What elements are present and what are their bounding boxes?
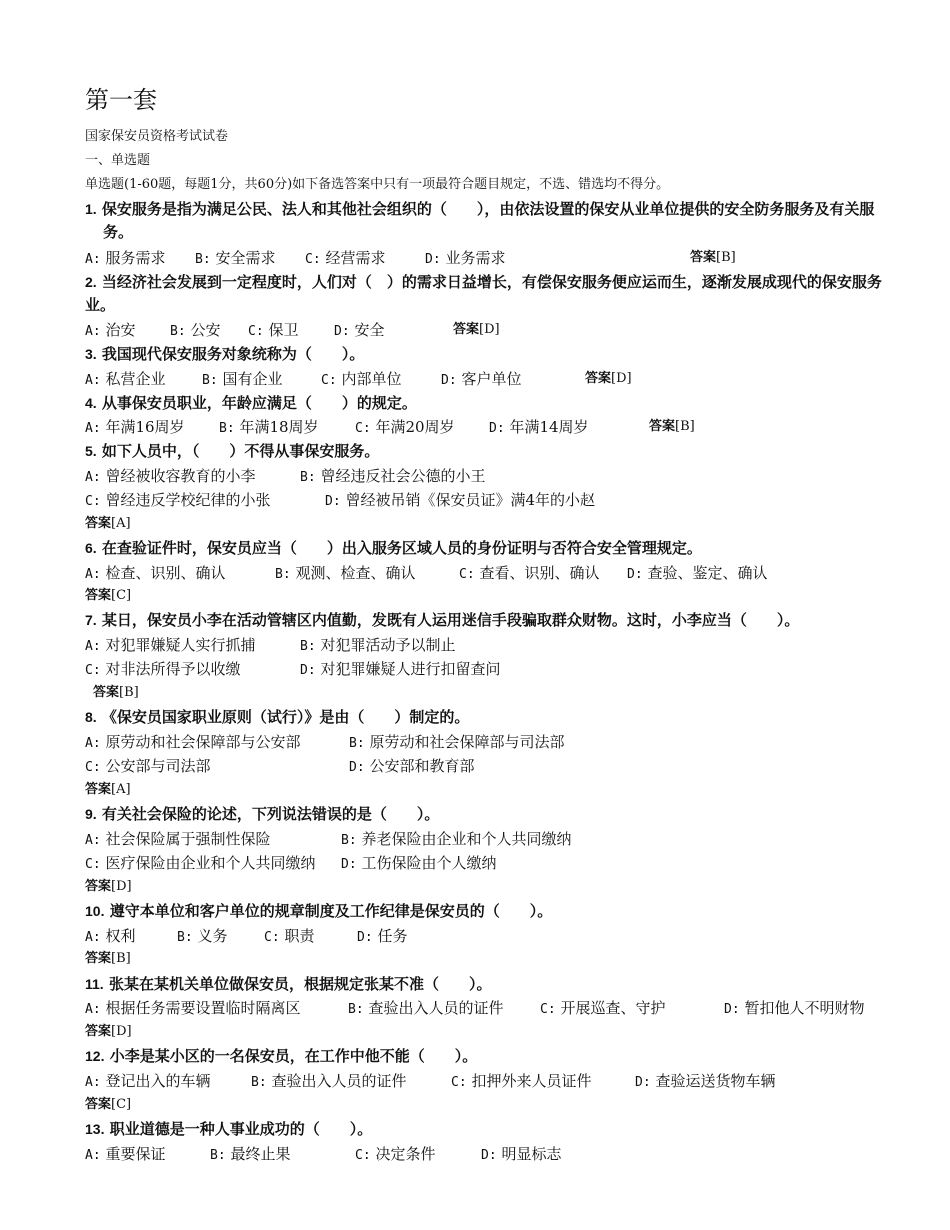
answer-label: 答案 bbox=[690, 250, 717, 265]
question-number: 8. bbox=[85, 709, 97, 725]
option-key: C: bbox=[355, 1148, 371, 1163]
option-text: 国有企业 bbox=[222, 370, 283, 388]
option-key: D: bbox=[325, 494, 341, 509]
answer-value: [D] bbox=[111, 1024, 132, 1039]
option-key: A: bbox=[85, 373, 101, 388]
answer-value: [D] bbox=[111, 879, 132, 894]
answer bbox=[85, 878, 132, 896]
option-text: 义务 bbox=[197, 927, 228, 945]
option-key: B: bbox=[251, 1075, 267, 1090]
question-number: 9. bbox=[85, 806, 97, 822]
answer-label: 答案 bbox=[85, 1097, 112, 1112]
option-key: C: bbox=[85, 663, 101, 678]
question-11 bbox=[85, 973, 885, 996]
exam-title: 国家保安员资格考试试卷 bbox=[85, 129, 229, 144]
option-text: 服务需求 bbox=[105, 249, 166, 267]
question-number: 11. bbox=[85, 976, 104, 992]
question-7 bbox=[85, 609, 905, 632]
question-text: 我国现代保安服务对象统称为（ ）。 bbox=[101, 345, 365, 363]
option-text: 对非法所得予以收缴 bbox=[105, 660, 241, 678]
answer-value: [B] bbox=[675, 419, 695, 434]
option-key: A: bbox=[85, 736, 101, 751]
option-key: A: bbox=[85, 930, 101, 945]
question-text: 在查验证件时，保安员应当（ ）出入服务区域人员的身份证明与否符合安全管理规定。 bbox=[101, 539, 702, 557]
answer-value: [C] bbox=[111, 1097, 132, 1112]
question-number: 6. bbox=[85, 540, 97, 556]
option-key: D: bbox=[627, 567, 643, 582]
question-text: 保安服务是指为满足公民、法人和其他社会组织的（ ），由依法设置的保安从业单位提供的安全防务服务及有关服务。 bbox=[101, 200, 875, 241]
option-key: C: bbox=[451, 1075, 467, 1090]
section-title: 一、单选题 bbox=[85, 153, 151, 168]
option-text: 登记出入的车辆 bbox=[105, 1072, 211, 1090]
option-text: 医疗保险由企业和个人共同缴纳 bbox=[105, 854, 316, 872]
question-9 bbox=[85, 803, 885, 826]
option-text: 业务需求 bbox=[445, 249, 506, 267]
option-text: 社会保险属于强制性保险 bbox=[105, 830, 271, 848]
option-text: 根据任务需要设置临时隔离区 bbox=[105, 999, 301, 1017]
answer bbox=[85, 781, 131, 799]
option-text: 开展巡查、守护 bbox=[560, 999, 666, 1017]
option-key: C: bbox=[85, 760, 101, 775]
option-text: 原劳动和社会保障部与公安部 bbox=[105, 733, 301, 751]
option-text: 决定条件 bbox=[375, 1145, 436, 1163]
option-text: 安全 bbox=[354, 321, 385, 339]
answer-value: [A] bbox=[111, 516, 131, 531]
option-text: 治安 bbox=[105, 321, 136, 339]
answer-label: 答案 bbox=[85, 951, 112, 966]
question-2 bbox=[85, 271, 885, 317]
answer-value: [A] bbox=[111, 782, 131, 797]
question-text: 某日，保安员小李在活动管辖区内值勤，发既有人运用迷信手段骗取群众财物。这时，小李应当（ ）。 bbox=[101, 611, 800, 629]
option-text: 暂扣他人不明财物 bbox=[744, 999, 865, 1017]
question-3 bbox=[85, 343, 885, 366]
question-text: 从事保安员职业，年龄应满足（ ）的规定。 bbox=[101, 394, 417, 412]
option-key: C: bbox=[85, 857, 101, 872]
option-text: 权利 bbox=[105, 927, 136, 945]
question-13 bbox=[85, 1118, 885, 1141]
answer bbox=[585, 369, 632, 389]
question-number: 4. bbox=[85, 395, 97, 411]
answer bbox=[85, 1096, 131, 1114]
option-key: D: bbox=[481, 1148, 497, 1163]
option-key: B: bbox=[177, 930, 193, 945]
question-text: 张某在某机关单位做保安员，根据规定张某不准（ ）。 bbox=[108, 975, 492, 993]
option-text: 公安部和教育部 bbox=[369, 757, 475, 775]
option-key: A: bbox=[85, 567, 101, 582]
option-key: B: bbox=[202, 373, 218, 388]
question-4 bbox=[85, 392, 885, 415]
answer bbox=[85, 950, 131, 968]
option-text: 查验运送货物车辆 bbox=[655, 1072, 776, 1090]
question-number: 5. bbox=[85, 443, 97, 459]
question-text: 《保安员国家职业原则（试行）》是由（ ）制定的。 bbox=[101, 708, 470, 726]
question-number: 12. bbox=[85, 1048, 105, 1064]
answer-value: [B] bbox=[111, 951, 131, 966]
option-text: 内部单位 bbox=[341, 370, 402, 388]
option-key: D: bbox=[489, 421, 505, 436]
question-8 bbox=[85, 706, 885, 729]
answer-label: 答案 bbox=[85, 782, 112, 797]
option-text: 明显标志 bbox=[501, 1145, 562, 1163]
option-key: D: bbox=[724, 1002, 740, 1017]
option-key: D: bbox=[334, 324, 350, 339]
option-key: D: bbox=[441, 373, 457, 388]
answer-label: 答案 bbox=[649, 419, 676, 434]
question-text: 有关社会保险的论述，下列说法错误的是（ ）。 bbox=[101, 805, 440, 823]
option-text: 曾经违反社会公德的小王 bbox=[320, 467, 486, 485]
option-text: 重要保证 bbox=[105, 1145, 166, 1163]
option-key: D: bbox=[341, 857, 357, 872]
answer bbox=[93, 684, 139, 702]
answer-value: [D] bbox=[479, 322, 500, 337]
option-key: D: bbox=[635, 1075, 651, 1090]
option-text: 保卫 bbox=[268, 321, 299, 339]
option-key: A: bbox=[85, 324, 101, 339]
option-text: 安全需求 bbox=[215, 249, 276, 267]
answer bbox=[85, 587, 131, 605]
answer bbox=[649, 417, 695, 437]
answer bbox=[85, 1023, 132, 1041]
option-text: 任务 bbox=[377, 927, 408, 945]
option-text: 查验出入人员的证件 bbox=[271, 1072, 407, 1090]
option-key: C: bbox=[264, 930, 280, 945]
option-key: B: bbox=[210, 1148, 226, 1163]
option-text: 曾经违反学校纪律的小张 bbox=[105, 491, 271, 509]
option-text: 年满18周岁 bbox=[239, 418, 319, 436]
question-6 bbox=[85, 537, 885, 560]
option-key: C: bbox=[355, 421, 371, 436]
question-12 bbox=[85, 1045, 885, 1068]
option-text: 最终止果 bbox=[230, 1145, 291, 1163]
question-number: 7. bbox=[85, 612, 97, 628]
question-5 bbox=[85, 440, 885, 463]
option-text: 工伤保险由个人缴纳 bbox=[361, 854, 497, 872]
option-key: B: bbox=[195, 252, 211, 267]
answer-label: 答案 bbox=[85, 588, 112, 603]
option-key: D: bbox=[357, 930, 373, 945]
question-number: 10. bbox=[85, 903, 105, 919]
option-text: 职责 bbox=[284, 927, 315, 945]
option-key: B: bbox=[300, 470, 316, 485]
option-text: 查看、识别、确认 bbox=[479, 564, 600, 582]
option-key: A: bbox=[85, 1075, 101, 1090]
option-text: 查验、鉴定、确认 bbox=[647, 564, 768, 582]
question-1 bbox=[85, 198, 903, 244]
option-text: 对犯罪嫌疑人进行扣留查问 bbox=[320, 660, 501, 678]
option-text: 年满20周岁 bbox=[375, 418, 455, 436]
option-key: C: bbox=[305, 252, 321, 267]
question-text: 小李是某小区的一名保安员，在工作中他不能（ ）。 bbox=[109, 1047, 478, 1065]
answer bbox=[690, 248, 736, 268]
option-key: B: bbox=[300, 639, 316, 654]
option-key: B: bbox=[170, 324, 186, 339]
question-text: 如下人员中，（ ）不得从事保安服务。 bbox=[101, 442, 380, 460]
question-number: 2. bbox=[85, 274, 97, 290]
question-text: 遵守本单位和客户单位的规章制度及工作纪律是保安员的（ ）。 bbox=[109, 902, 553, 920]
option-key: A: bbox=[85, 639, 101, 654]
answer-label: 答案 bbox=[85, 516, 112, 531]
option-key: C: bbox=[85, 494, 101, 509]
answer-label: 答案 bbox=[85, 1024, 112, 1039]
answer-value: [D] bbox=[611, 371, 632, 386]
option-text: 私营企业 bbox=[105, 370, 166, 388]
option-text: 曾经被吊销《保安员证》满4年的小赵 bbox=[345, 491, 595, 509]
option-key: A: bbox=[85, 1002, 101, 1017]
option-key: A: bbox=[85, 833, 101, 848]
option-key: D: bbox=[425, 252, 441, 267]
answer-label: 答案 bbox=[453, 322, 480, 337]
answer bbox=[85, 515, 131, 533]
question-text: 职业道德是一种人事业成功的（ ）。 bbox=[109, 1120, 373, 1138]
option-text: 经营需求 bbox=[325, 249, 386, 267]
answer bbox=[453, 320, 500, 340]
option-text: 年满16周岁 bbox=[105, 418, 185, 436]
option-key: B: bbox=[219, 421, 235, 436]
option-key: B: bbox=[348, 1002, 364, 1017]
answer-label: 答案 bbox=[85, 879, 112, 894]
option-text: 对犯罪活动予以制止 bbox=[320, 636, 456, 654]
option-text: 养老保险由企业和个人共同缴纳 bbox=[361, 830, 572, 848]
set-title: 第一套 bbox=[85, 86, 157, 114]
answer-label: 答案 bbox=[93, 685, 120, 700]
option-text: 原劳动和社会保障部与司法部 bbox=[369, 733, 565, 751]
option-key: C: bbox=[248, 324, 264, 339]
question-number: 13. bbox=[85, 1121, 105, 1137]
option-key: D: bbox=[349, 760, 365, 775]
option-text: 对犯罪嫌疑人实行抓捕 bbox=[105, 636, 256, 654]
option-key: A: bbox=[85, 1148, 101, 1163]
option-text: 公安 bbox=[190, 321, 221, 339]
option-text: 观测、检查、确认 bbox=[295, 564, 416, 582]
option-text: 扣押外来人员证件 bbox=[471, 1072, 592, 1090]
question-number: 1. bbox=[85, 201, 97, 217]
option-text: 公安部与司法部 bbox=[105, 757, 211, 775]
option-key: C: bbox=[321, 373, 337, 388]
option-key: A: bbox=[85, 421, 101, 436]
answer-value: [B] bbox=[716, 250, 736, 265]
option-key: A: bbox=[85, 252, 101, 267]
option-key: C: bbox=[540, 1002, 556, 1017]
option-text: 客户单位 bbox=[461, 370, 522, 388]
option-text: 曾经被收容教育的小李 bbox=[105, 467, 256, 485]
answer-label: 答案 bbox=[585, 371, 612, 386]
option-text: 检查、识别、确认 bbox=[105, 564, 226, 582]
option-key: A: bbox=[85, 470, 101, 485]
answer-value: [B] bbox=[119, 685, 139, 700]
option-text: 查验出入人员的证件 bbox=[368, 999, 504, 1017]
option-text: 年满14周岁 bbox=[509, 418, 589, 436]
instructions: 单选题(1-60题，每题1分，共60分)如下备选答案中只有一项最符合题目规定，不选、错选均不得分。 bbox=[85, 177, 670, 192]
option-key: D: bbox=[300, 663, 316, 678]
question-10 bbox=[85, 900, 885, 923]
option-key: B: bbox=[341, 833, 357, 848]
question-text: 当经济社会发展到一定程度时，人们对（ ）的需求日益增长，有偿保安服务便应运而生，逐渐发展成现代的保安服务业。 bbox=[85, 273, 882, 314]
option-key: B: bbox=[349, 736, 365, 751]
option-key: C: bbox=[459, 567, 475, 582]
option-key: B: bbox=[275, 567, 291, 582]
question-number: 3. bbox=[85, 346, 97, 362]
answer-value: [C] bbox=[111, 588, 132, 603]
